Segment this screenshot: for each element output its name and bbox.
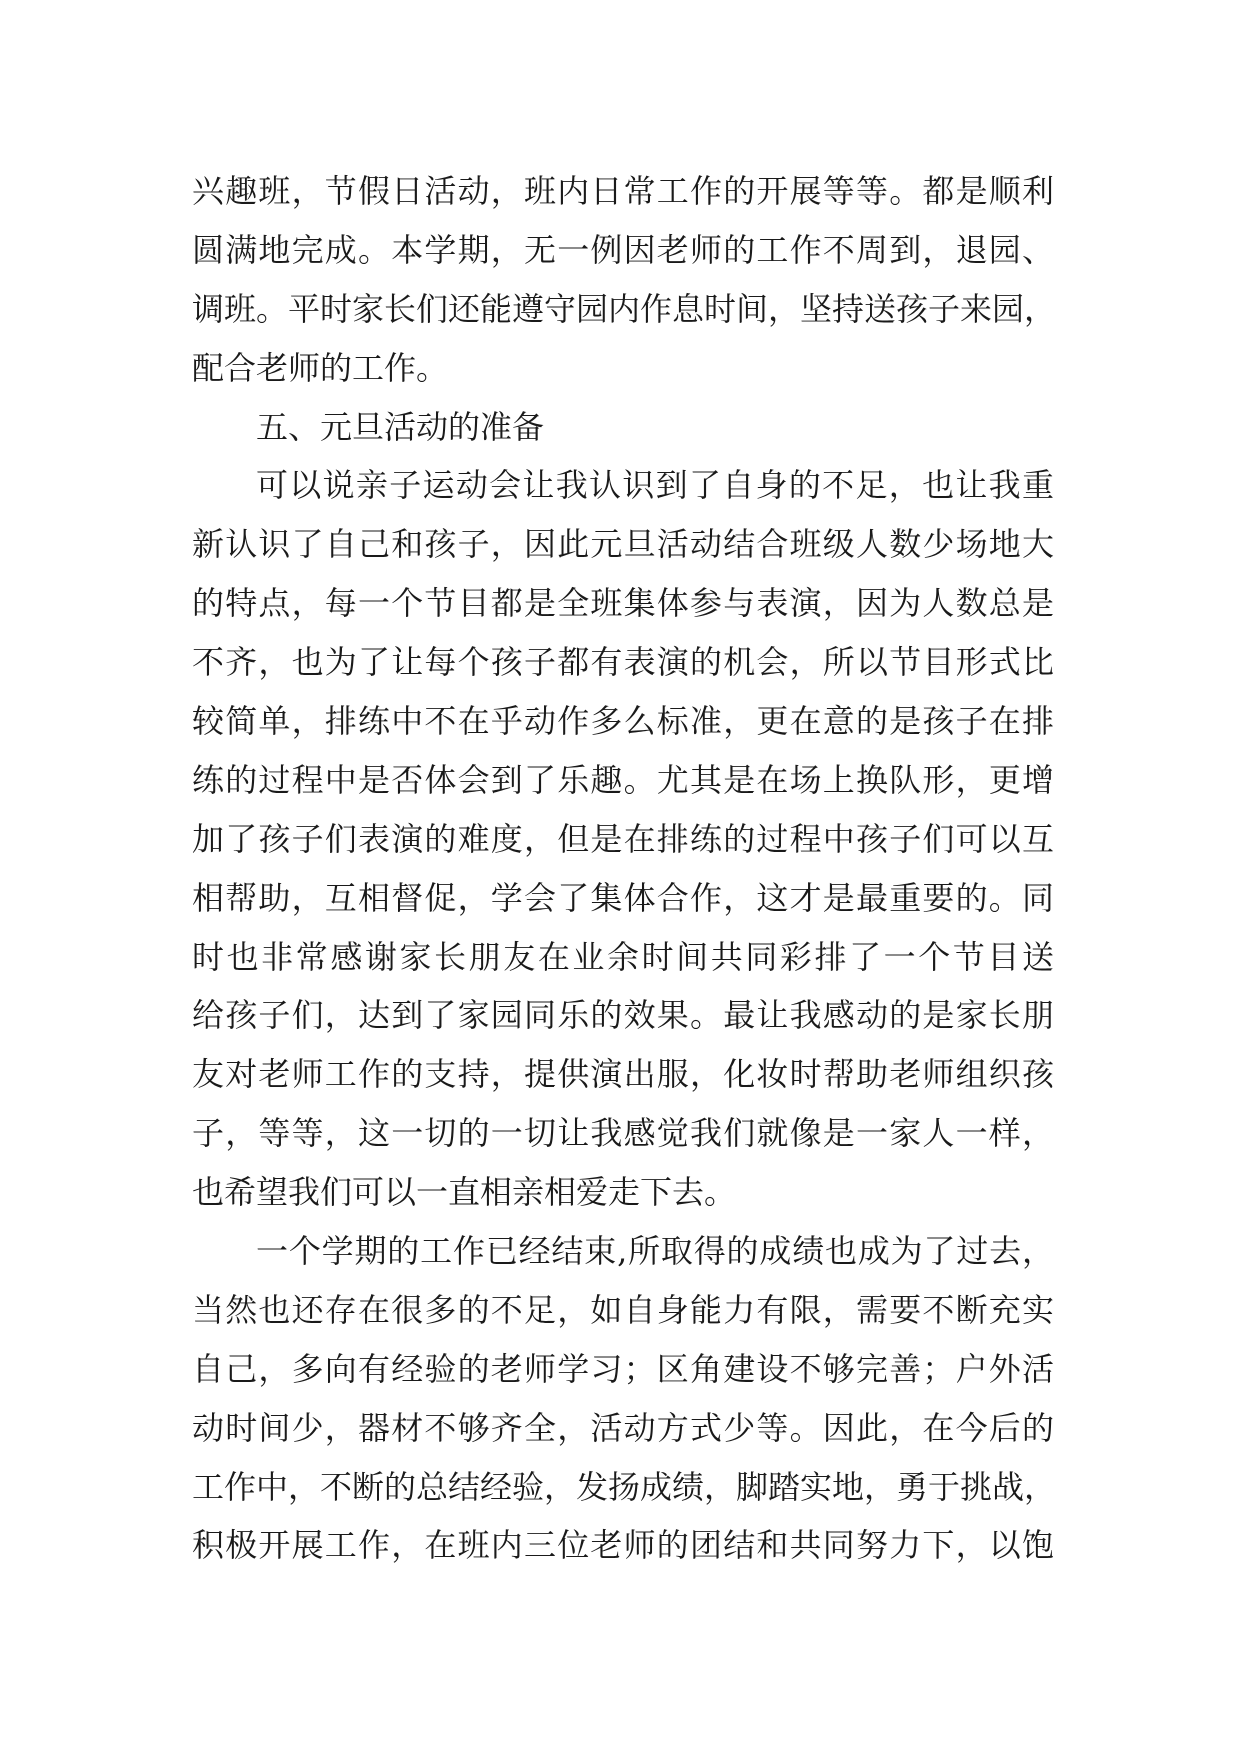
text-line: 动时间少，器材不够齐全，活动方式少等。因此，在今后的 [192, 1408, 1054, 1447]
text-line: 的特点，每一个节目都是全班集体参与表演，因为人数总是 [192, 584, 1054, 623]
text-line: 较简单，排练中不在乎动作多么标准，更在意的是孩子在排 [192, 702, 1054, 741]
text-line: 加了孩子们表演的难度，但是在排练的过程中孩子们可以互 [192, 819, 1054, 858]
text-line: 练的过程中是否体会到了乐趣。尤其是在场上换队形，更增 [192, 760, 1054, 799]
text-line: 兴趣班，节假日活动，班内日常工作的开展等等。都是顺利 [192, 172, 1054, 210]
text-line: 子，等等，这一切的一切让我感觉我们就像是一家人一样， [192, 1114, 1054, 1153]
text-line: 工作中，不断的总结经验，发扬成绩，脚踏实地，勇于挑战， [192, 1467, 1057, 1506]
text-line: 当然也还存在很多的不足，如自身能力有限，需要不断充实 [192, 1290, 1054, 1329]
text-line: 也希望我们可以一直相亲相爱走下去。 [192, 1173, 737, 1212]
text-line: 可以说亲子运动会让我认识到了自身的不足，也让我重 [256, 466, 1054, 505]
text-line: 给孩子们，达到了家园同乐的效果。最让我感动的是家长朋 [192, 996, 1054, 1035]
text-line: 不齐，也为了让每个孩子都有表演的机会，所以节目形式比 [192, 643, 1054, 682]
text-line: 新认识了自己和孩子，因此元旦活动结合班级人数少场地大 [192, 525, 1054, 564]
section-heading: 五、元旦活动的准备 [256, 407, 545, 446]
body-text [192, 162, 1057, 1575]
text-line: 一个学期的工作已经结束,所取得的成绩也成为了过去， [256, 1232, 1054, 1271]
text-line: 时也非常感谢家长朋友在业余时间共同彩排了一个节目送 [192, 937, 1054, 976]
text-line: 圆满地完成。本学期，无一例因老师的工作不周到，退园、 [192, 230, 1054, 269]
text-line: 自己，多向有经验的老师学习；区角建设不够完善；户外活 [192, 1349, 1054, 1388]
text-line: 相帮助，互相督促，学会了集体合作，这才是最重要的。同 [192, 878, 1054, 917]
text-line: 配合老师的工作。 [192, 348, 449, 387]
text-line: 友对老师工作的支持，提供演出服，化妆时帮助老师组织孩 [192, 1055, 1054, 1094]
text-line: 调班。平时家长们还能遵守园内作息时间，坚持送孩子来园， [192, 289, 1057, 328]
text-line: 积极开展工作，在班内三位老师的团结和共同努力下，以饱 [192, 1526, 1054, 1565]
